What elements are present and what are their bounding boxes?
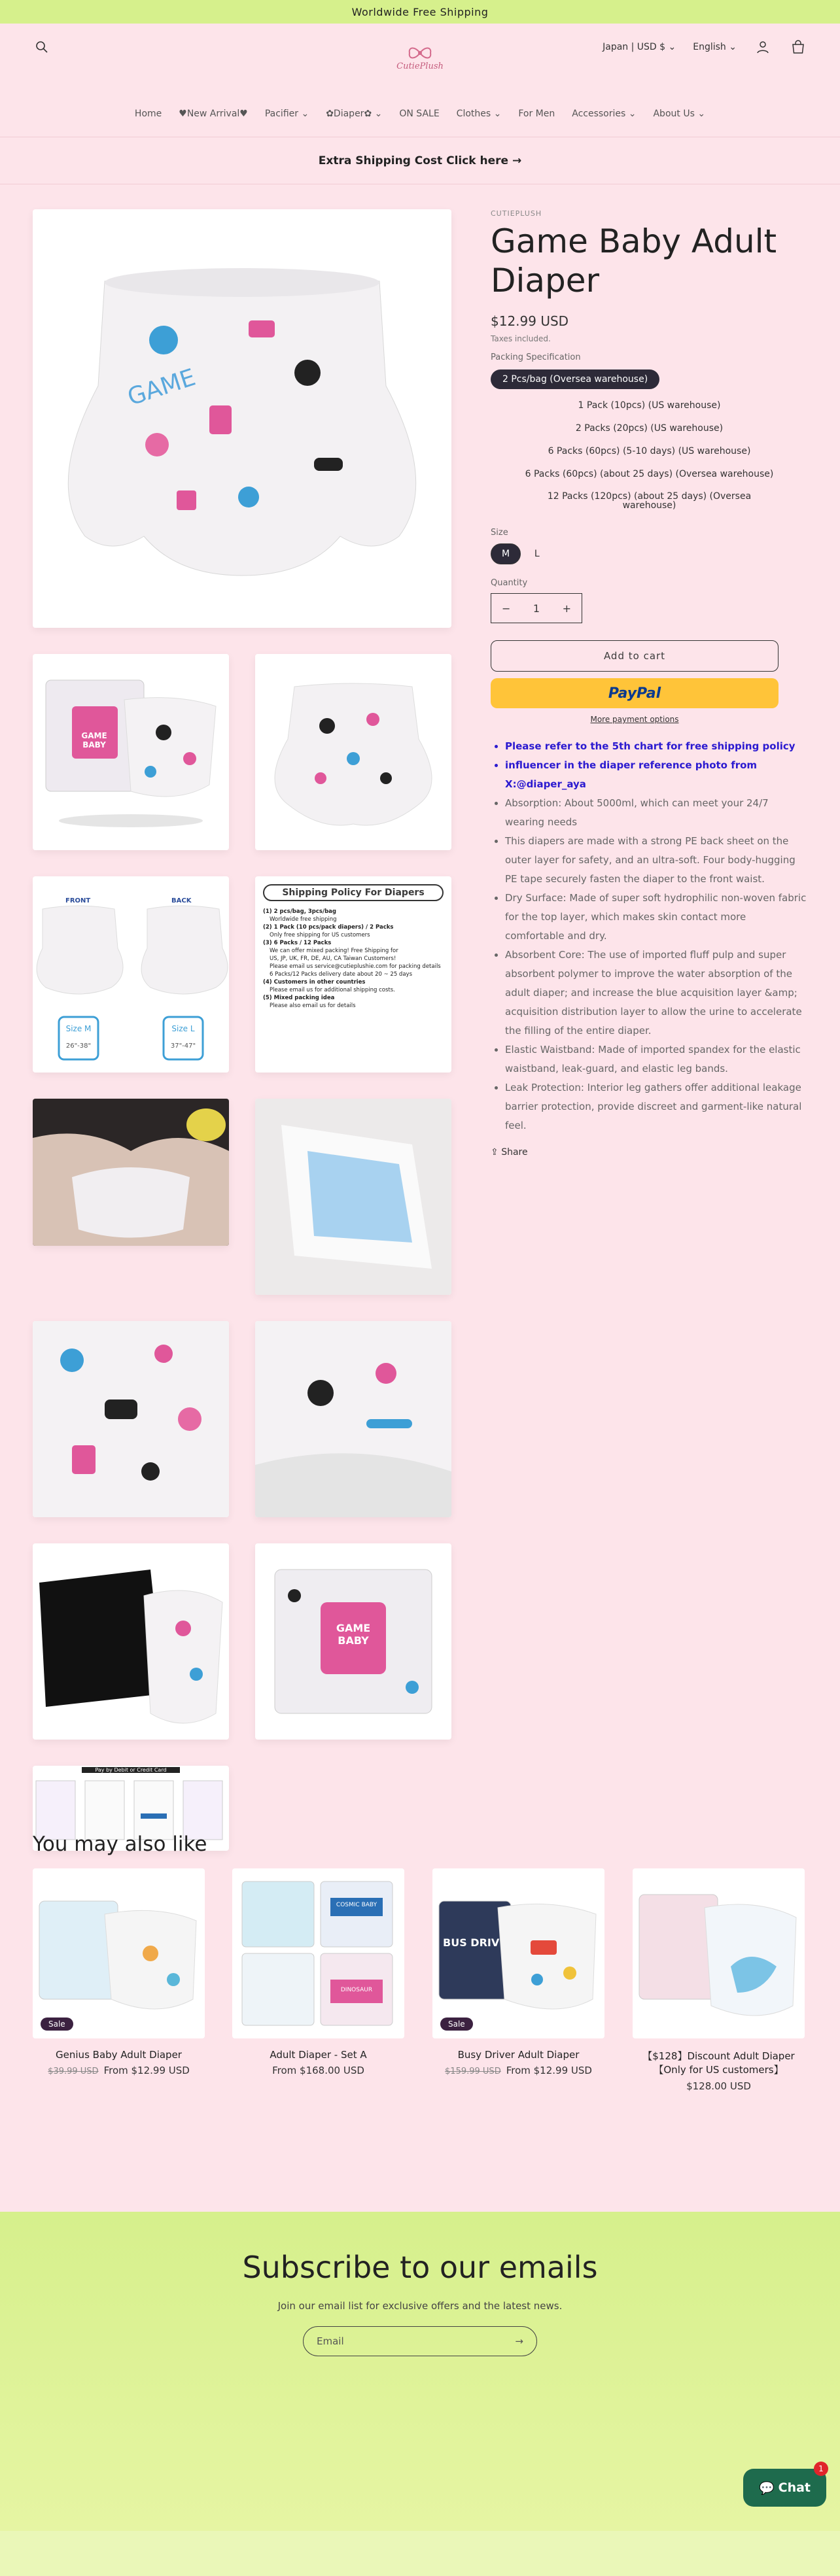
packing-option-6-packs-oversea[interactable]: 6 Packs (60pcs) (about 25 days) (Oversea warehouse) xyxy=(525,469,774,479)
gallery-thumb-absorbent-core[interactable] xyxy=(255,1099,451,1295)
description-item: • Elastic Waistband: Made of imported spandex for the elastic waistband, leak-guard, and elastic leg bands. xyxy=(505,1040,808,1078)
size-label: Size xyxy=(491,528,508,538)
related-product-image[interactable] xyxy=(33,1868,205,2038)
related-product-name[interactable]: Genius Baby Adult Diaper xyxy=(56,2049,182,2061)
announcement-text: Worldwide Free Shipping xyxy=(351,5,489,18)
related-product-name[interactable]: Adult Diaper - Set A xyxy=(270,2049,367,2061)
newsletter-subtitle: Join our email list for exclusive offers and the latest news. xyxy=(277,2300,563,2312)
logo-text: CutiePlush xyxy=(396,61,444,71)
country-selector[interactable] xyxy=(603,42,676,52)
related-product-image[interactable] xyxy=(633,1868,805,2038)
description-item: • influencer in the diaper reference photo from X:@diaper_aya xyxy=(505,756,808,794)
nav-clothes[interactable]: Clothes ⌄ xyxy=(456,109,502,119)
cart-icon[interactable] xyxy=(789,38,807,56)
bow-icon xyxy=(406,44,434,61)
policy-lines xyxy=(263,908,444,1010)
packing-option-2-packs[interactable]: 2 Packs (20pcs) (US warehouse) xyxy=(575,423,724,434)
packing-option-oversea-2pcs[interactable]: 2 Pcs/bag (Oversea warehouse) xyxy=(491,369,659,389)
paypal-logo: PayPal xyxy=(608,685,661,702)
nav-on-sale[interactable]: ON SALE xyxy=(399,109,440,119)
size-l-range: 37"-47" xyxy=(170,1042,196,1050)
gallery-thumb-package[interactable] xyxy=(255,1543,451,1740)
absorbent-core-image xyxy=(255,1099,451,1295)
related-product-image[interactable] xyxy=(232,1868,404,2038)
chat-count-badge: 1 xyxy=(814,2462,828,2476)
minus-icon[interactable]: − xyxy=(502,602,511,615)
discount-diaper-image xyxy=(633,1868,805,2038)
policy-line: Worldwide free shipping xyxy=(270,916,337,923)
packaging-image xyxy=(33,654,229,850)
gallery-thumb-model-photo[interactable] xyxy=(33,1099,229,1246)
share-button[interactable] xyxy=(491,1147,808,1158)
size-m-label: Size M xyxy=(65,1024,92,1033)
size-option-l[interactable]: L xyxy=(534,549,540,559)
related-product-name[interactable]: Busy Driver Adult Diaper xyxy=(457,2049,580,2061)
description-item: • Leak Protection: Interior leg gathers offer additional leakage barrier protection, provide discreet and garment-like natural feel. xyxy=(505,1078,808,1135)
description-item: • Please refer to the 5th chart for free shipping policy xyxy=(505,737,808,756)
sale-badge: Sale xyxy=(440,2018,473,2031)
product-title: Game Baby Adult Diaper xyxy=(491,222,777,300)
product-description xyxy=(491,737,808,1135)
newsletter-section xyxy=(0,2212,840,2531)
packaging-label: GAME BABY xyxy=(81,731,107,749)
current-price: From $12.99 USD xyxy=(506,2065,592,2076)
nav-pacifier-label: Pacifier xyxy=(264,109,299,119)
pattern-side-image xyxy=(255,1321,451,1517)
gallery-thumb-pattern-side[interactable] xyxy=(255,1321,451,1517)
site-logo[interactable] xyxy=(391,39,449,76)
size-option-m[interactable]: M xyxy=(491,543,521,564)
description-item: • Absorption: About 5000ml, which can meet your 24/7 wearing needs xyxy=(505,794,808,832)
gallery-thumb-shipping-policy[interactable] xyxy=(255,876,451,1073)
tax-note: Taxes included. xyxy=(491,334,551,343)
diaper-image xyxy=(33,209,451,628)
size-m-range: 26"-38" xyxy=(65,1042,92,1050)
email-placeholder: Email xyxy=(317,2335,344,2347)
svg-text:GAME: GAME xyxy=(124,364,199,411)
diaper-set-image xyxy=(232,1868,404,2038)
search-icon[interactable] xyxy=(33,38,51,56)
old-price: $159.99 USD xyxy=(445,2067,501,2076)
main-nav xyxy=(0,109,840,119)
bus-driver-label: BUS DRIV xyxy=(443,1936,500,1949)
related-product-card[interactable] xyxy=(232,1868,404,2076)
share-label: Share xyxy=(501,1147,528,1158)
chat-button[interactable] xyxy=(743,2469,826,2507)
promo-banner[interactable] xyxy=(0,137,840,184)
nav-new-arrival[interactable]: ♥New Arrival♥ xyxy=(179,109,248,119)
current-price: From $12.99 USD xyxy=(103,2065,190,2076)
policy-line: (3) 6 Packs / 12 Packs xyxy=(263,940,332,946)
related-product-name[interactable]: 【$128】Discount Adult Diaper【Only for US customers】 xyxy=(642,2050,795,2076)
product-vendor: CUTIEPLUSH xyxy=(491,209,542,218)
language-label: English xyxy=(693,42,726,52)
nav-diaper[interactable]: ✿Diaper✿ ⌄ xyxy=(326,109,383,119)
product-info xyxy=(491,209,808,1158)
nav-accessories[interactable]: Accessories ⌄ xyxy=(572,109,637,119)
related-product-card[interactable] xyxy=(33,1868,205,2076)
related-product-price xyxy=(33,2065,205,2076)
related-product-price xyxy=(432,2065,604,2076)
package-label: GAME BABY xyxy=(336,1622,371,1647)
site-header xyxy=(0,24,840,137)
gallery-thumb-back[interactable] xyxy=(255,654,451,850)
diaper-back-image xyxy=(255,654,451,850)
language-selector[interactable] xyxy=(693,42,737,52)
policy-title: Shipping Policy For Diapers xyxy=(263,884,444,901)
add-to-cart-button[interactable]: Add to cart xyxy=(491,640,779,672)
share-icon: ⇪ xyxy=(491,1147,499,1158)
front-label: FRONT xyxy=(65,897,91,904)
account-icon[interactable] xyxy=(754,38,772,56)
nav-for-men[interactable]: For Men xyxy=(518,109,555,119)
newsletter-title: Subscribe to our emails xyxy=(242,2250,598,2285)
size-options xyxy=(491,540,808,568)
more-payment-options-link[interactable]: More payment options xyxy=(590,715,679,724)
policy-line: (5) Mixed packing idea xyxy=(263,995,335,1001)
size-l-label: Size L xyxy=(171,1024,195,1033)
sale-badge: Sale xyxy=(41,2018,73,2031)
policy-line: Please email us service@cutieplushie.com for packing details xyxy=(270,963,441,970)
policy-line: Only free shipping for US customers xyxy=(270,932,370,938)
chevron-down-icon: ⌄ xyxy=(729,42,737,52)
policy-line: Please email us for additional shipping costs. xyxy=(270,987,395,993)
nav-about-us[interactable]: About Us ⌄ xyxy=(653,109,706,119)
chat-label: Chat xyxy=(778,2481,811,2495)
model-photo xyxy=(33,1099,229,1246)
gallery-thumb-pattern-front[interactable] xyxy=(33,1321,229,1517)
packing-option-12-packs[interactable]: 12 Packs (120pcs) (about 25 days) (Oversea warehouse) xyxy=(547,491,752,511)
current-price: $128.00 USD xyxy=(686,2080,751,2092)
nav-pacifier[interactable]: Pacifier ⌄ xyxy=(264,109,309,119)
gallery-thumb-size-chart[interactable] xyxy=(33,876,229,1073)
email-field[interactable] xyxy=(303,2326,537,2356)
description-item: • Dry Surface: Made of super soft hydrophilic non-woven fabric for the top layer, which makes skin contact more comfortable and dry. xyxy=(505,889,808,946)
footer xyxy=(0,2531,840,2576)
nav-home[interactable]: Home xyxy=(134,109,162,119)
related-product-image[interactable] xyxy=(432,1868,604,2038)
related-product-price xyxy=(232,2065,404,2076)
quantity-label: Quantity xyxy=(491,578,528,588)
quantity-stepper[interactable] xyxy=(491,593,582,623)
related-title: You may also like xyxy=(33,1832,207,1856)
old-price: $39.99 USD xyxy=(48,2067,99,2076)
policy-line: We can offer mixed packing! Free Shipping for xyxy=(270,948,398,954)
promo-link[interactable]: Extra Shipping Cost Click here → xyxy=(318,154,522,167)
plus-icon[interactable]: + xyxy=(562,602,571,615)
related-product-card[interactable] xyxy=(432,1868,604,2076)
set-label-dinosaur: DINOSAUR xyxy=(340,1987,373,1993)
nav-diaper-label: ✿Diaper✿ xyxy=(326,109,372,119)
announcement-bar xyxy=(0,0,840,24)
packing-label: Packing Specification xyxy=(491,352,581,362)
chat-bubble-icon: 💬 xyxy=(758,2481,775,2496)
busy-driver-diaper-image xyxy=(432,1868,604,2038)
related-product-price xyxy=(633,2080,805,2092)
related-product-card[interactable] xyxy=(633,1868,805,2092)
gallery-thumb-packaging[interactable] xyxy=(33,654,229,850)
arrow-right-icon[interactable]: → xyxy=(515,2335,523,2347)
policy-line: US, JP, UK, FR, DE, AU, CA Taiwan Customers! xyxy=(270,955,396,962)
policy-line: (1) 2 pcs/bag, 3pcs/bag xyxy=(263,908,337,915)
bag-image xyxy=(33,1543,229,1740)
chevron-down-icon: ⌄ xyxy=(668,42,676,52)
pattern-front-image xyxy=(33,1321,229,1517)
description-item: • Absorbent Core: The use of imported fluff pulp and super absorbent polymer to improve the water absorption of the adult diaper; and increase the blue acquisition layer &amp; acquisition distribution layer to allow the urine to accelerate the filling of the entire diaper. xyxy=(505,946,808,1040)
product-section xyxy=(0,184,840,2092)
nav-about-label: About Us xyxy=(653,109,695,119)
packing-options xyxy=(491,366,808,515)
product-price: $12.99 USD xyxy=(491,313,569,329)
description-item: • This diapers are made with a strong PE back sheet on the outer layer for safety, and an ultra-soft. Four body-hugging PE tape securely fasten the diaper to the front waist. xyxy=(505,832,808,889)
policy-line: 6 Packs/12 Packs delivery date about 20 ~ 25 days xyxy=(270,971,412,978)
nav-accessories-label: Accessories xyxy=(572,109,626,119)
packing-option-6-packs-us[interactable]: 6 Packs (60pcs) (5-10 days) (US warehouse) xyxy=(548,446,751,456)
quantity-value[interactable]: 1 xyxy=(533,602,540,615)
set-label-cosmic: COSMIC BABY xyxy=(336,1902,377,1908)
payment-heading: Pay by Debit or Credit Card xyxy=(82,1767,180,1773)
gallery-thumb-bag[interactable] xyxy=(33,1543,229,1740)
nav-clothes-label: Clothes xyxy=(456,109,491,119)
gallery-main-image[interactable] xyxy=(33,209,451,628)
genius-diaper-image xyxy=(33,1868,205,2038)
packing-option-1-pack[interactable]: 1 Pack (10pcs) (US warehouse) xyxy=(578,400,721,411)
policy-line: (2) 1 Pack (10 pcs/pack diapers) / 2 Packs xyxy=(263,924,394,931)
current-price: From $168.00 USD xyxy=(272,2065,364,2076)
paypal-button[interactable] xyxy=(491,678,779,708)
policy-line: Please also email us for details xyxy=(270,1003,356,1009)
back-label: BACK xyxy=(171,897,192,904)
policy-line: (4) Customers in other countries xyxy=(263,979,366,986)
country-label: Japan | USD $ xyxy=(603,42,666,52)
